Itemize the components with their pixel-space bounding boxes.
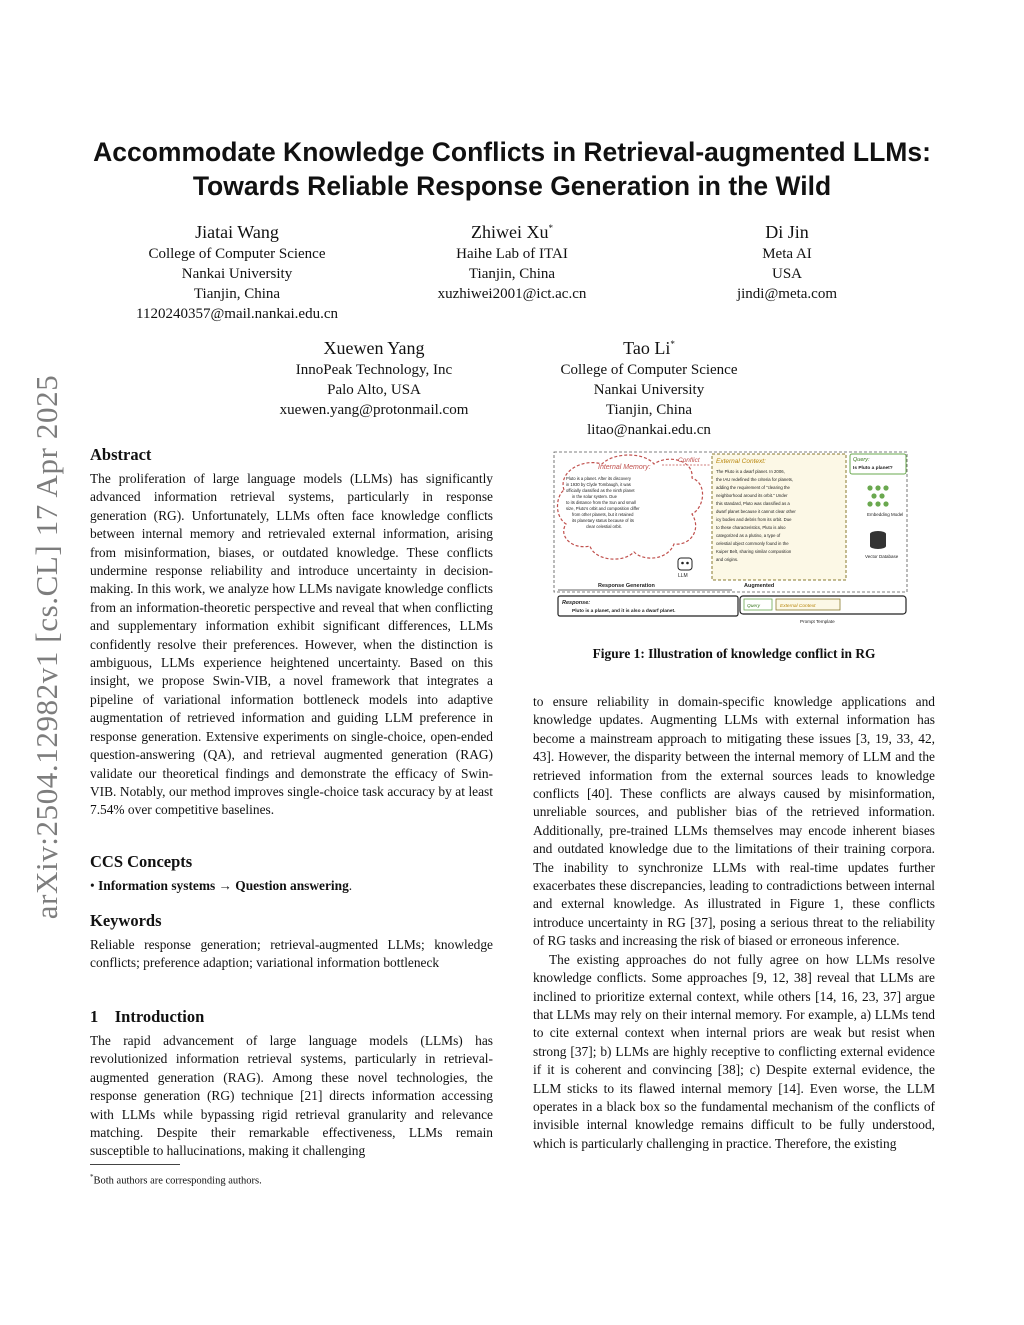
context-line: icy bodies and debris from its orbit. Due [716,517,792,522]
conflict-label: Conflict [678,457,700,464]
prompt-template-label: Prompt Template [800,619,835,624]
keywords-text [90,936,493,973]
author-email: xuewen.yang@protonmail.com [279,402,469,418]
ccs-bullet: • [90,878,95,893]
ccs-concepts: • Information systems → Question answering. [90,878,353,893]
context-line: The Pluto is a dwarf planet. In 2006, [716,469,785,474]
context-line: the IAU redefined the criteria for planets, [716,477,794,482]
arxiv-stamp [12,352,82,942]
keywords-paragraph: Reliable response generation; retrieval-augmented LLMs; knowledge conflicts; preference adaption; variational information bottleneck [90,937,493,971]
external-context-label: External Context: [716,458,766,465]
context-line: adding the requirement of "clearing the [716,485,790,490]
response-box [558,596,738,616]
author-affiliation: College of Computer Science [148,246,326,262]
paper-title: Accommodate Knowledge Conflicts in Retrieval-augmented LLMs: Towards Reliable Response Generation in the Wild [93,137,931,201]
context-line: Kuiper Belt, sharing similar composition [716,549,792,554]
intro-left-text [90,1032,493,1161]
author-affiliation: InnoPeak Technology, Inc [295,362,453,378]
figure-illustration [552,450,912,630]
memory-line: in the solar system. Due [572,494,617,499]
author-affiliation: Nankai University [181,266,293,282]
author-affiliation: Haihe Lab of ITAI [456,246,568,262]
author-block [529,332,769,440]
memory-line: Pluto is a planet. After its discovery [566,476,631,481]
author-block [392,216,632,304]
footnote [90,1173,262,1187]
intro-paragraph: to ensure reliability in domain-specific knowledge applications and knowledge updates. Augmenting LLMs with external information has become a mainstream approach to mitigating these issues [3, 19, 33, 42, 43]. However, the disparity between the internal memory of LLM and the retrieved information from the external sources leads to knowledge conflicts [40]. These conflicts are always caused by misinformation, unreliable sources, and publisher bias of the retrieved information. Additionally, pre-trained LLMs themselves may encode inherent biases and outdated knowledge due to the limitations of their training corpora. The inability to synchronize LLMs with real-time updates further exacerbates these discrepancies, leading to contradictions between internal and external knowledge. As illustrated in Figure 1, these conflicts introduce uncertainty in RG [37], posing a serious threat to the reliability of RG tasks and increasing the risk of biased or erroneous inference. [533,694,935,949]
author-block [667,216,907,304]
response-label: Response: [562,600,591,606]
prompt-template-box [740,596,906,614]
author-name: Zhiwei Xu* [471,222,553,242]
corresponding-mark: * [670,339,675,349]
ccs-item: Information systems → Question answering [98,878,349,893]
author-email: 1120240357@mail.nankai.edu.cn [136,306,338,322]
context-line: neighborhood around its orbit." Under [716,493,788,498]
intro-right-text [533,693,935,1153]
vector-database-icon [870,531,886,549]
internal-memory-cloud [558,455,703,559]
author-location: Tianjin, China [605,402,693,418]
footnote-rule [90,1164,180,1165]
memory-line: its planetary status because of its [572,518,634,523]
context-line: categorized as a plutino, a type of [716,533,781,538]
context-line: dwarf planet because it cannot clear other [716,509,796,514]
prompt-query-label: Query [747,604,761,609]
author-affiliation: College of Computer Science [560,362,738,378]
author-location: Tianjin, China [468,266,556,282]
footnote-mark: * [90,1173,94,1181]
author-block [117,216,357,324]
context-line: this standard, Pluto was classified as a [716,501,790,506]
context-line: celestial object commonly found in the [716,541,789,546]
prompt-context-label: External Context [780,604,816,609]
augmented-label: Augmented [744,583,775,589]
llm-icon [678,558,692,570]
memory-line: in 1930 by Clyde Tombaugh, it was [566,482,631,487]
query-label: Query: [853,457,870,463]
intro-paragraph: The rapid advancement of large language models (LLMs) has revolutionized information retrieval systems, particularly in retrieval-augmented generation (RAG). Among these novel technologies, the response generation (RG) technique [21] directs information accessing with LLMs while bypassing rigid retrieval granularity and relevance matching. Despite their remarkable effectiveness, LLMs remain susceptible to hallucinations, making it challenging [90,1033,493,1159]
author-location: Palo Alto, USA [327,382,421,398]
response-text: Pluto is a planet, and it is also a dwarf planet. [572,609,676,614]
figure-knowledge-conflict [552,450,912,630]
author-affiliation: Nankai University [593,382,705,398]
response-generation-label: Response Generation [598,583,655,589]
author-email: litao@nankai.edu.cn [587,422,711,438]
author-affiliation: Meta AI [762,246,812,262]
figure-caption: Figure 1: Illustration of knowledge conflict in RG [592,646,876,661]
context-line: and origins. [716,557,739,562]
memory-line: to its distance from the Sun and small [566,500,636,505]
memory-line: from other planets, but it retained [572,512,634,517]
footnote-text: Both authors are corresponding authors. [93,1175,262,1187]
abstract-heading: Abstract [90,445,152,464]
vector-database-label: Vector Database [865,554,899,559]
internal-memory-label: Internal Memory: [598,464,651,471]
llm-label: LLM [678,573,688,579]
query-text: Is Pluto a planet? [853,466,893,471]
author-email: jindi@meta.com [736,286,838,302]
author-name: Tao Li* [623,338,675,358]
intro-paragraph: The existing approaches do not fully agree on how LLMs resolve knowledge conflicts. Some approaches [9, 12, 38] reveal that LLMs are inclined to prioritize external context, while others [14, 16, 23, 37] argue that LLMs may rely on their internal memory. For example, a) LLMs tend to cite external context when internal priors are weak but resist when strong [37]; b) LLMs are highly receptive to conflicting external evidence if it is coherent and convincing [38]; c) Despite external evidence, the LLM sticks to its flawed internal memory [14]. Even worse, the LLM operates in a black box so the fundamental mechanism of the conflicts of invisible internal knowledge remains difficult to be fully understood, which is particularly challenging in practice. Therefore, the existing [533,951,935,1151]
author-email: xuzhiwei2001@ict.ac.cn [437,286,587,302]
embedding-model-icon [867,485,888,506]
corresponding-mark: * [548,223,553,233]
memory-line: size, Pluto's orbit and composition differ [566,506,640,511]
abstract-text [90,470,493,820]
memory-line: clear celestial orbit. [586,524,622,529]
intro-heading: 1 Introduction [90,1007,205,1026]
arxiv-stamp-text: arXiv:2504.12982v1 [cs.CL] 17 Apr 2025 [29,374,64,920]
author-location: Tianjin, China [193,286,281,302]
author-name: Di Jin [765,222,809,242]
abstract-paragraph: The proliferation of large language models (LLMs) has significantly advanced information retrieval systems, particularly in response generation (RG). Unfortunately, LLMs often face knowledge conflicts between internal memory and retrievaled external information, arising from misinformation, biases, or outdated knowledge. These conflicts undermine response reliability and introduce uncertainty in decision-making. In this work, we analyze how LLMs navigate knowledge conflicts from an information-theoretic perspective and reveal that when conflicting and supplementary information exhibit significant differences, LLMs confidently resolve their preferences. However, when the distinction is ambiguous, LLMs experience heightened uncertainty. Based on this insight, we propose Swin-VIB, a novel framework that integrates a pipeline of variational information bottleneck models into adaptive augmentation of retrieved information and guiding LLM preference in response generation. Extensive experiments on single-choice, open-ended question-answering (QA), and retrieval augmented generation (RAG) validate our theoretical findings and demonstrate the efficacy of Swin-VIB. Notably, our method improves single-choice task accuracy by at least 7.54% over competitive baselines. [90,471,493,818]
author-block [254,332,494,420]
keywords-heading: Keywords [90,911,162,930]
ccs-heading: CCS Concepts [90,852,193,871]
author-location: USA [771,266,802,282]
author-name: Xuewen Yang [323,338,425,358]
author-name: Jiatai Wang [195,222,279,242]
memory-line: officially classified as the ninth planet [566,488,635,493]
external-context-box [712,454,846,580]
context-line: to these characteristics, Pluto is also [716,525,786,530]
query-box [850,454,906,474]
embedding-model-label: Embedding Model [867,512,904,517]
